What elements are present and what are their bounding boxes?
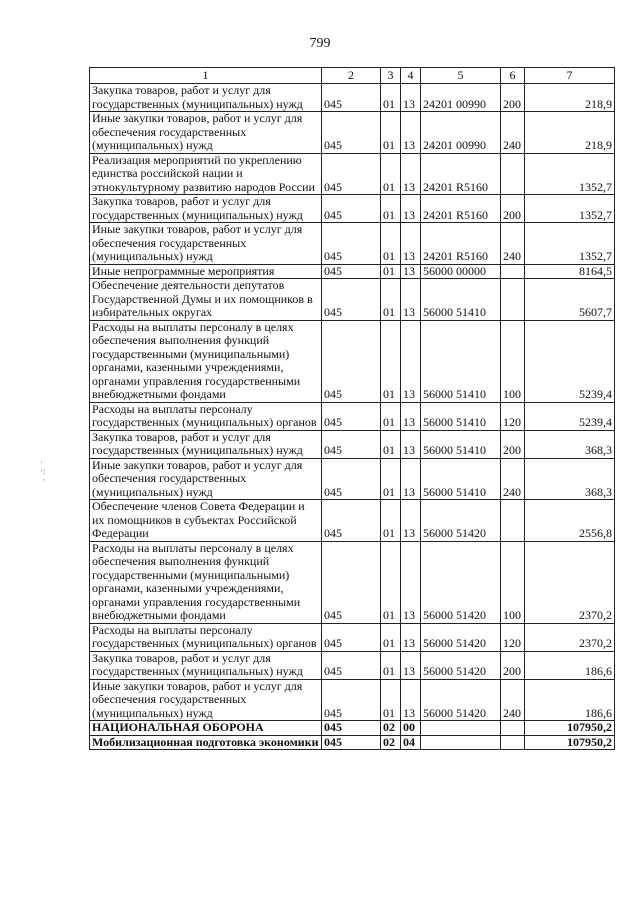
row-admin-code: 045 — [322, 402, 381, 430]
table-row — [90, 679, 615, 721]
row-amount: 218,9 — [525, 84, 615, 112]
row-amount: 8164,5 — [525, 264, 615, 279]
row-expense-type: 200 — [501, 195, 525, 223]
row-amount: 2370,2 — [525, 623, 615, 651]
row-subsection: 13 — [401, 458, 421, 500]
row-section: 01 — [381, 430, 401, 458]
table-row — [90, 541, 615, 623]
row-name: Иные непрограммные мероприятия — [90, 264, 322, 279]
row-expense-type — [501, 279, 525, 321]
row-name: Закупка товаров, работ и услуг для государственных (муниципальных) нужд — [90, 651, 322, 679]
row-expense-type — [501, 264, 525, 279]
row-subsection: 00 — [401, 721, 421, 736]
table-row — [90, 651, 615, 679]
table-row — [90, 264, 615, 279]
row-section: 01 — [381, 458, 401, 500]
row-section: 01 — [381, 112, 401, 154]
row-expense-type — [501, 153, 525, 195]
row-name: Иные закупки товаров, работ и услуг для обеспечения государственных (муниципальных) нужд — [90, 679, 322, 721]
row-section: 01 — [381, 651, 401, 679]
row-subsection: 13 — [401, 651, 421, 679]
row-amount: 107950,2 — [525, 735, 615, 750]
page-number: 799 — [309, 36, 331, 51]
row-amount: 2370,2 — [525, 541, 615, 623]
row-subsection: 13 — [401, 153, 421, 195]
budget-table — [89, 67, 615, 750]
row-target-article — [421, 735, 501, 750]
row-expense-type — [501, 721, 525, 736]
row-subsection: 13 — [401, 320, 421, 402]
table-row — [90, 84, 615, 112]
header-col-7: 7 — [525, 68, 615, 84]
row-name: Закупка товаров, работ и услуг для государственных (муниципальных) нужд — [90, 430, 322, 458]
row-admin-code: 045 — [322, 84, 381, 112]
row-admin-code: 045 — [322, 279, 381, 321]
row-target-article — [421, 721, 501, 736]
row-amount: 1352,7 — [525, 153, 615, 195]
table-body — [90, 84, 615, 750]
row-expense-type: 120 — [501, 623, 525, 651]
row-amount: 1352,7 — [525, 223, 615, 265]
row-target-article: 56000 51420 — [421, 651, 501, 679]
header-row — [90, 68, 615, 84]
row-admin-code: 045 — [322, 153, 381, 195]
table-row — [90, 500, 615, 542]
row-target-article: 24201 00990 — [421, 112, 501, 154]
row-target-article: 24201 R5160 — [421, 223, 501, 265]
table-row — [90, 721, 615, 736]
row-subsection: 13 — [401, 430, 421, 458]
table-row — [90, 735, 615, 750]
row-name: НАЦИОНАЛЬНАЯ ОБОРОНА — [90, 721, 322, 736]
row-amount: 5607,7 — [525, 279, 615, 321]
row-target-article: 24201 R5160 — [421, 153, 501, 195]
row-amount: 186,6 — [525, 679, 615, 721]
header-col-5: 5 — [421, 68, 501, 84]
row-target-article: 56000 51420 — [421, 679, 501, 721]
header-col-3: 3 — [381, 68, 401, 84]
row-target-article: 24201 R5160 — [421, 195, 501, 223]
row-expense-type: 240 — [501, 223, 525, 265]
row-target-article: 56000 51410 — [421, 430, 501, 458]
row-subsection: 13 — [401, 195, 421, 223]
table-row — [90, 153, 615, 195]
row-subsection: 13 — [401, 279, 421, 321]
table-row — [90, 430, 615, 458]
row-admin-code: 045 — [322, 458, 381, 500]
row-name: Расходы на выплаты персоналу государственных (муниципальных) органов — [90, 402, 322, 430]
row-admin-code: 045 — [322, 500, 381, 542]
row-admin-code: 045 — [322, 112, 381, 154]
row-expense-type: 240 — [501, 458, 525, 500]
row-name: Расходы на выплаты персоналу в целях обеспечения выполнения функций государственными (муниципальными) органами, казенными учреждениями, органами управления государственными внебюджетными фондами — [90, 320, 322, 402]
row-section: 01 — [381, 264, 401, 279]
row-name: Иные закупки товаров, работ и услуг для обеспечения государственных (муниципальных) нужд — [90, 112, 322, 154]
row-subsection: 13 — [401, 264, 421, 279]
row-section: 01 — [381, 623, 401, 651]
row-subsection: 13 — [401, 541, 421, 623]
row-subsection: 13 — [401, 112, 421, 154]
table-row — [90, 623, 615, 651]
row-admin-code: 045 — [322, 264, 381, 279]
row-subsection: 13 — [401, 402, 421, 430]
row-expense-type: 100 — [501, 320, 525, 402]
row-name: Иные закупки товаров, работ и услуг для обеспечения государственных (муниципальных) нужд — [90, 458, 322, 500]
table-row — [90, 402, 615, 430]
row-name: Обеспечение членов Совета Федерации и их помощников в субъектах Российской Федерации — [90, 500, 322, 542]
row-target-article: 56000 51410 — [421, 458, 501, 500]
row-target-article: 56000 51410 — [421, 320, 501, 402]
row-amount: 5239,4 — [525, 320, 615, 402]
row-admin-code: 045 — [322, 721, 381, 736]
row-subsection: 13 — [401, 84, 421, 112]
row-section: 01 — [381, 223, 401, 265]
row-admin-code: 045 — [322, 223, 381, 265]
row-target-article: 56000 51420 — [421, 541, 501, 623]
row-admin-code: 045 — [322, 735, 381, 750]
table-row — [90, 458, 615, 500]
row-admin-code: 045 — [322, 541, 381, 623]
row-subsection: 04 — [401, 735, 421, 750]
table-row — [90, 279, 615, 321]
header-col-4: 4 — [401, 68, 421, 84]
row-admin-code: 045 — [322, 651, 381, 679]
row-name: Реализация мероприятий по укреплению единства российской нации и этнокультурному развитию народов России — [90, 153, 322, 195]
table-row — [90, 320, 615, 402]
row-amount: 368,3 — [525, 458, 615, 500]
row-section: 01 — [381, 153, 401, 195]
row-amount: 1352,7 — [525, 195, 615, 223]
row-section: 01 — [381, 541, 401, 623]
row-admin-code: 045 — [322, 679, 381, 721]
row-expense-type: 200 — [501, 430, 525, 458]
row-section: 01 — [381, 279, 401, 321]
row-expense-type: 120 — [501, 402, 525, 430]
header-col-2: 2 — [322, 68, 381, 84]
row-name: Закупка товаров, работ и услуг для государственных (муниципальных) нужд — [90, 84, 322, 112]
row-expense-type: 200 — [501, 84, 525, 112]
row-expense-type — [501, 735, 525, 750]
row-amount: 2556,8 — [525, 500, 615, 542]
row-target-article: 56000 51410 — [421, 279, 501, 321]
row-name: Иные закупки товаров, работ и услуг для обеспечения государственных (муниципальных) нужд — [90, 223, 322, 265]
row-amount: 186,6 — [525, 651, 615, 679]
row-name: Расходы на выплаты персоналу государственных (муниципальных) органов — [90, 623, 322, 651]
scan-edge-mark: · ·: · — [40, 457, 46, 485]
row-target-article: 56000 00000 — [421, 264, 501, 279]
row-subsection: 13 — [401, 623, 421, 651]
row-admin-code: 045 — [322, 430, 381, 458]
row-target-article: 56000 51420 — [421, 500, 501, 542]
row-amount: 368,3 — [525, 430, 615, 458]
row-name: Расходы на выплаты персоналу в целях обеспечения выполнения функций государственными (муниципальными) органами, казенными учреждениями, органами управления государственными внебюджетными фондами — [90, 541, 322, 623]
row-target-article: 56000 51410 — [421, 402, 501, 430]
row-admin-code: 045 — [322, 195, 381, 223]
row-expense-type — [501, 500, 525, 542]
row-admin-code: 045 — [322, 623, 381, 651]
row-name: Мобилизационная подготовка экономики — [90, 735, 322, 750]
table-row — [90, 223, 615, 265]
row-section: 01 — [381, 320, 401, 402]
row-section: 01 — [381, 679, 401, 721]
row-admin-code: 045 — [322, 320, 381, 402]
row-section: 01 — [381, 402, 401, 430]
row-name: Обеспечение деятельности депутатов Государственной Думы и их помощников в избирательных округах — [90, 279, 322, 321]
header-col-6: 6 — [501, 68, 525, 84]
row-subsection: 13 — [401, 500, 421, 542]
row-target-article: 24201 00990 — [421, 84, 501, 112]
row-name: Закупка товаров, работ и услуг для государственных (муниципальных) нужд — [90, 195, 322, 223]
row-amount: 5239,4 — [525, 402, 615, 430]
row-section: 01 — [381, 195, 401, 223]
row-section: 01 — [381, 84, 401, 112]
row-expense-type: 200 — [501, 651, 525, 679]
table-row — [90, 195, 615, 223]
row-section: 01 — [381, 500, 401, 542]
row-subsection: 13 — [401, 223, 421, 265]
row-amount: 107950,2 — [525, 721, 615, 736]
row-expense-type: 240 — [501, 112, 525, 154]
header-col-1: 1 — [90, 68, 322, 84]
table-row — [90, 112, 615, 154]
row-section: 02 — [381, 735, 401, 750]
row-expense-type: 100 — [501, 541, 525, 623]
row-section: 02 — [381, 721, 401, 736]
row-target-article: 56000 51420 — [421, 623, 501, 651]
row-amount: 218,9 — [525, 112, 615, 154]
row-expense-type: 240 — [501, 679, 525, 721]
row-subsection: 13 — [401, 679, 421, 721]
